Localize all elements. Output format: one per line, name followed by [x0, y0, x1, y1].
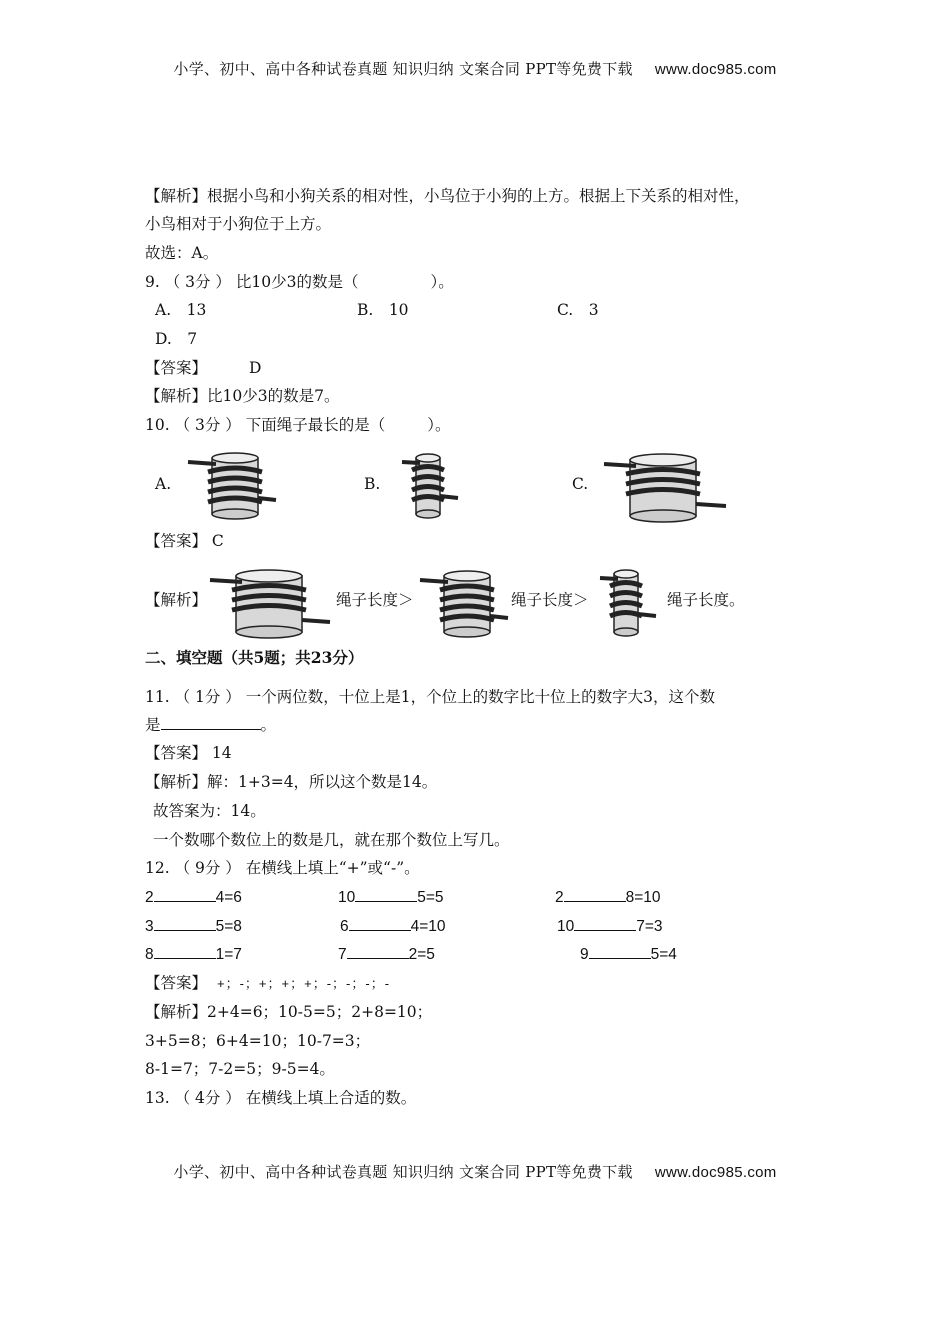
- q11-conclusion: 故答案为：14。: [153, 802, 266, 820]
- eq-blank: [589, 944, 651, 959]
- eq-left: 6: [340, 918, 349, 935]
- eq-blank: [154, 944, 216, 959]
- q12-eq-3-2: [338, 944, 435, 965]
- eq-blank: [154, 916, 216, 931]
- eq-blank: [349, 916, 411, 931]
- q12-eq-2-3: [557, 916, 663, 937]
- eq-right: 7=3: [636, 918, 663, 935]
- q9-option-b: B. 10: [357, 301, 409, 319]
- q11-analysis: 【解析】解：1+3=4，所以这个数是14。: [145, 773, 438, 791]
- q11-stem-line1: 11. （ 1分 ） 一个两位数，十位上是1，个位上的数字比十位上的数字大3，这个数: [145, 688, 715, 706]
- q12-eq-3-3: [580, 944, 677, 965]
- q12-analysis-1: 【解析】2+4=6；10-5=5；2+8=10；: [145, 1003, 433, 1021]
- q10-stem-b: ）。: [427, 416, 451, 434]
- q10-option-a: A.: [155, 475, 172, 493]
- q12-eq-1-1: [145, 887, 242, 908]
- header-site: www.doc985.com: [654, 61, 777, 78]
- q10-option-c: C.: [572, 475, 589, 493]
- q9-answer-value: D: [249, 359, 262, 377]
- q9-option-a: A. 13: [155, 301, 207, 319]
- q10-stem: [145, 415, 451, 435]
- page-footer: [0, 1161, 950, 1182]
- q10-compare-1: 绳子长度＞: [336, 591, 414, 609]
- q11-stem-2a: 是: [145, 716, 161, 734]
- q9-stem-a: 9. （ 3分 ） 比10少3的数是（: [145, 273, 359, 291]
- eq-left: 10: [338, 889, 356, 906]
- q11-stem-line2: [145, 715, 276, 735]
- q10-analysis-label: 【解析】: [145, 591, 208, 609]
- eq-blank: [574, 916, 636, 931]
- eq-left: 10: [557, 918, 575, 935]
- q12-eq-1-2: [338, 887, 444, 908]
- eq-left: 7: [338, 946, 347, 963]
- footer-text: 小学、初中、高中各种试卷真题 知识归纳 文案合同 PPT等免费下载: [173, 1163, 633, 1181]
- q10-stem-a: 10. （ 3分 ） 下面绳子最长的是（: [145, 416, 386, 434]
- q9-option-d: D. 7: [155, 330, 198, 348]
- footer-site: www.doc985.com: [654, 1164, 777, 1181]
- q12-answer-value: +；-；+；+；+；-；-；-；-: [217, 976, 391, 991]
- q12-eq-3-1: [145, 944, 242, 965]
- eq-right: 5=4: [650, 946, 677, 963]
- eq-left: 8: [145, 946, 154, 963]
- q10-answer: 【答案】 C: [145, 532, 224, 550]
- q13-stem: 13. （ 4分 ） 在横线上填上合适的数。: [145, 1089, 417, 1107]
- q8-analysis-line2: 小鸟相对于小狗位于上方。: [145, 215, 332, 233]
- q10-compare-3: 绳子长度。: [667, 591, 745, 609]
- eq-left: 3: [145, 918, 154, 935]
- eq-left: 2: [145, 889, 154, 906]
- eq-right: 5=8: [215, 918, 242, 935]
- q10-compare-2: 绳子长度＞: [511, 591, 589, 609]
- q12-eq-2-1: [145, 916, 242, 937]
- q9-analysis: 【解析】比10少3的数是7。: [145, 387, 340, 405]
- q8-analysis-line1: 【解析】根据小鸟和小狗关系的相对性，小鸟位于小狗的上方。根据上下关系的相对性，: [145, 187, 750, 205]
- q11-answer-blank: [161, 715, 261, 730]
- q9-stem-b: ）。: [430, 273, 454, 291]
- rope-coil-b-icon: [400, 450, 466, 520]
- q9-stem: [145, 272, 454, 292]
- q12-stem: 12. （ 9分 ） 在横线上填上“+”或“-”。: [145, 859, 420, 877]
- q11-stem-2b: 。: [260, 716, 277, 734]
- eq-right: 4=6: [215, 889, 242, 906]
- analysis-coil-mid-icon: [418, 568, 510, 640]
- analysis-coil-long-icon: [208, 568, 332, 640]
- section-title: 二、填空题（共5题；共23分）: [145, 648, 364, 667]
- eq-right: 1=7: [215, 946, 242, 963]
- q8-choose: 故选：A。: [145, 244, 219, 262]
- q9-option-c: C. 3: [557, 301, 599, 319]
- rope-coil-c-icon: [602, 452, 728, 524]
- q12-answer-label: 【答案】: [145, 974, 208, 992]
- analysis-coil-short-icon: [598, 566, 664, 640]
- q12-eq-2-2: [340, 916, 446, 937]
- page-header: [0, 58, 950, 79]
- q10-option-b: B.: [364, 475, 381, 493]
- rope-coil-a-icon: [186, 450, 278, 520]
- eq-right: 5=5: [417, 889, 444, 906]
- q11-answer: 【答案】 14: [145, 744, 232, 762]
- q12-analysis-3: 8-1=7；7-2=5；9-5=4。: [145, 1060, 335, 1078]
- eq-left: 9: [580, 946, 589, 963]
- eq-right: 2=5: [408, 946, 435, 963]
- q9-answer: [145, 358, 261, 378]
- eq-blank: [347, 944, 409, 959]
- eq-blank: [154, 887, 216, 902]
- q12-eq-1-3: [555, 887, 661, 908]
- eq-right: 8=10: [625, 889, 661, 906]
- eq-right: 4=10: [410, 918, 446, 935]
- q9-answer-label: 【答案】: [145, 359, 208, 377]
- eq-left: 2: [555, 889, 564, 906]
- header-text: 小学、初中、高中各种试卷真题 知识归纳 文案合同 PPT等免费下载: [173, 60, 633, 78]
- eq-blank: [564, 887, 626, 902]
- q11-note: 一个数哪个数位上的数是几，就在那个数位上写几。: [153, 831, 510, 849]
- q12-answer: [145, 973, 390, 994]
- q12-analysis-2: 3+5=8；6+4=10；10-7=3；: [145, 1032, 371, 1050]
- eq-blank: [355, 887, 417, 902]
